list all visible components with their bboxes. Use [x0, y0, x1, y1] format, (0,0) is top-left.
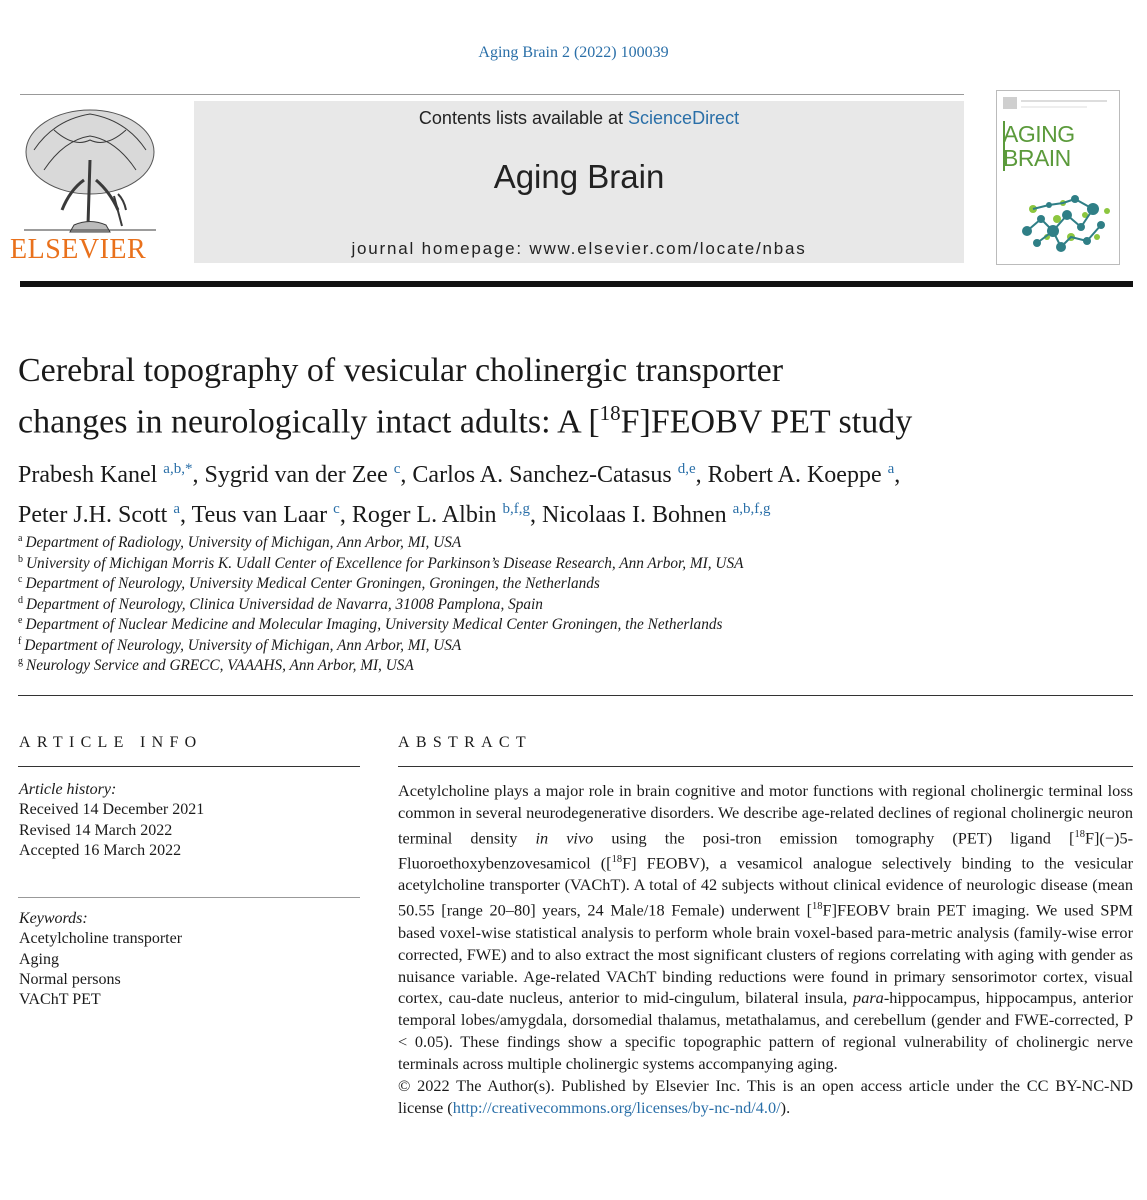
abstract-text: using the posi-tron emission tomography (PET) ligand [: [593, 828, 1075, 848]
abstract-text: F](−)5-Fluoroethoxybenzovesamicol ([: [398, 828, 1134, 873]
keyword-item: Normal persons: [19, 970, 121, 988]
copyright-notice: [398, 1075, 1133, 1119]
journal-name: Aging Brain: [493, 158, 665, 195]
author-sep: ,: [400, 462, 413, 488]
author-sep: ,: [695, 462, 708, 488]
author-name[interactable]: Roger L. Albin: [351, 502, 503, 528]
author-name[interactable]: Sygrid van der Zee: [204, 462, 394, 488]
copyright-text: © 2022 The Author(s). Published by Elsevier Inc. This is an open access article under the CC BY-NC-ND license (: [398, 1076, 1133, 1117]
contents-prefix: Contents lists available at: [418, 108, 629, 128]
author-sep: ,: [192, 462, 205, 488]
affiliation-item: [18, 570, 1118, 591]
keyword-item: Aging: [19, 950, 59, 968]
revised-date: Revised 14 March 2022: [19, 821, 173, 839]
affiliation-item: [18, 632, 1118, 653]
accepted-date: Accepted 16 March 2022: [19, 841, 182, 859]
abstract-text: -hippocampus, hippocampus, anterior temporal lobes/amygdala, dorsomedial thalamus, metathalamus, and cerebellum (gender and FWE-corrected, P < 0.05). These findings show a specific topographic pattern of regional vulnerability of cholinergic nerve terminals across multiple cholinergic systems accompanying aging.: [398, 988, 1134, 1074]
affiliation-item: [18, 652, 1118, 673]
affiliation-key: c: [18, 574, 23, 585]
affiliation-key: g: [18, 656, 23, 667]
author-name[interactable]: Nicolaas I. Bohnen: [542, 502, 733, 528]
affiliation-item: [18, 611, 1118, 632]
contents-line: [194, 108, 964, 129]
abstract-text: Acetylcholine plays a major role in brain cognitive and motor functions with regional cholinergic terminal loss common in several neurodegenerative disorders. We describe age-related declines of regional cholinergic neuron terminal density: [398, 781, 1133, 848]
affiliation-list: [18, 529, 1118, 673]
history-divider: [18, 897, 360, 898]
affiliation-item: [18, 550, 1118, 571]
journal-citation: [0, 44, 1147, 62]
homepage-prefix: journal homepage:: [351, 239, 530, 258]
affiliation-key: a: [18, 533, 23, 544]
affiliation-text: Department of Neurology, Clinica Universidad de Navarra, 31008 Pamplona, Spain: [26, 595, 543, 613]
title-line-1: Cerebral topography of vesicular cholinergic transporter: [18, 352, 784, 389]
article-history: [19, 780, 359, 861]
article-info-rule: [18, 766, 360, 767]
keyword-item: Acetylcholine transporter: [19, 930, 183, 948]
affiliation-text: Department of Neurology, University of Michigan, Ann Arbor, MI, USA: [24, 636, 462, 654]
author-affil-ref[interactable]: c: [333, 501, 340, 517]
license-link[interactable]: http://creativecommons.org/licenses/by-nc-nd/4.0/: [452, 1097, 781, 1117]
abstract-text: F] FEOBV), a vesamicol analogue selectively binding to the vesicular acetylcholine transporter (VAChT). A total of 42 subjects without clinical evidence of neurologic disease (mean 50.55 [range 20–80] years, 24 Male/18 Female) underwent [: [398, 853, 1133, 920]
journal-homepage: [194, 239, 964, 259]
abstract-rule: [398, 766, 1133, 767]
abstract-body: [398, 780, 1133, 1119]
author-affil-ref[interactable]: d,e: [677, 461, 696, 477]
affiliation-text: University of Michigan Morris K. Udall Center of Excellence for Parkinson’s Disease Research, Ann Arbor, MI, USA: [26, 554, 744, 572]
affiliations-divider: [18, 695, 1133, 696]
affiliation-key: b: [18, 553, 23, 565]
author-list: [18, 452, 1128, 532]
affiliation-text: Department of Nuclear Medicine and Molecular Imaging, University Medical Center Groningen, the Netherlands: [25, 616, 723, 634]
author-affil-ref[interactable]: a,b,*: [163, 461, 193, 477]
author-name[interactable]: Prabesh Kanel: [18, 462, 164, 488]
abstract-heading: ABSTRACT: [398, 734, 532, 751]
copyright-end: ).: [780, 1097, 791, 1117]
header-thick-divider: [20, 281, 1133, 287]
author-sep: ,: [530, 502, 542, 528]
homepage-link[interactable]: www.elsevier.com/locate/nbas: [529, 239, 807, 258]
abstract-sup: 18: [611, 854, 623, 866]
affiliation-item: [18, 591, 1118, 612]
keyword-item: VAChT PET: [19, 991, 101, 1009]
author-name[interactable]: Peter J.H. Scott: [18, 502, 174, 528]
abstract-sup: 18: [812, 901, 823, 913]
article-info-heading: ARTICLE INFO: [19, 734, 203, 751]
affiliation-key: d: [18, 594, 23, 606]
abstract-italic: para: [853, 988, 884, 1008]
history-label: Article history:: [19, 781, 117, 798]
cover-title-line2: BRAIN: [1003, 145, 1071, 171]
keywords-label: Keywords:: [19, 910, 88, 927]
abstract-italic: in vivo: [535, 828, 594, 848]
affiliation-text: Department of Radiology, University of Michigan, Ann Arbor, MI, USA: [25, 534, 462, 552]
author-name[interactable]: Robert A. Koeppe: [707, 462, 888, 488]
received-date: Received 14 December 2021: [19, 801, 205, 819]
affiliation-text: Neurology Service and GRECC, VAAAHS, Ann Arbor, MI, USA: [26, 657, 414, 675]
journal-cover-thumbnail: [996, 90, 1120, 265]
cover-artwork: [997, 91, 1119, 264]
author-sep: ,: [894, 462, 901, 488]
title-isotope-sup: 18: [599, 401, 621, 425]
abstract-paragraph: [398, 780, 1133, 1075]
affiliation-text: Department of Neurology, University Medical Center Groningen, Groningen, the Netherlands: [25, 575, 600, 593]
affiliation-item: [18, 529, 1118, 550]
title-line-2b: F]FEOBV PET study: [620, 403, 913, 441]
author-affil-ref[interactable]: b,f,g: [502, 501, 530, 517]
elsevier-wordmark: ELSEVIER: [10, 234, 147, 265]
author-name[interactable]: Carlos A. Sanchez-Catasus: [412, 462, 678, 488]
author-name[interactable]: Teus van Laar: [191, 502, 334, 528]
cover-title-line1: AGING: [1003, 121, 1075, 147]
keywords: [19, 909, 359, 1010]
author-affil-ref[interactable]: a: [887, 461, 895, 477]
abstract-sup: 18: [1074, 828, 1085, 840]
affiliation-key: f: [18, 635, 22, 647]
abstract-text: F]FEOBV brain PET imaging. We used SPM based voxel-wise statistical analysis to perform whole brain voxel-based para-metric analysis (family-wise error corrected, FWE) and to also extract the most significant clusters of regions correlating with aging with gender as nuisance variable. Age-related VAChT binding reductions were found in primary sensorimotor cortex, visual cortex, cau-date nucleus, anterior to mid-cingulum, bilateral insula,: [398, 900, 1134, 1008]
author-affil-ref[interactable]: a,b,f,g: [732, 501, 771, 517]
author-affil-ref[interactable]: a: [173, 501, 180, 517]
author-sep: ,: [339, 502, 352, 528]
affiliation-key: e: [18, 615, 23, 626]
sciencedirect-link[interactable]: ScienceDirect: [628, 108, 740, 128]
author-sep: ,: [180, 502, 192, 528]
article-title: [18, 350, 1018, 443]
header-top-divider: [20, 94, 964, 95]
author-affil-ref[interactable]: c: [393, 461, 401, 477]
citation-link[interactable]: Aging Brain 2 (2022) 100039: [478, 44, 669, 61]
title-line-2a: changes in neurologically intact adults: A [: [18, 403, 600, 441]
